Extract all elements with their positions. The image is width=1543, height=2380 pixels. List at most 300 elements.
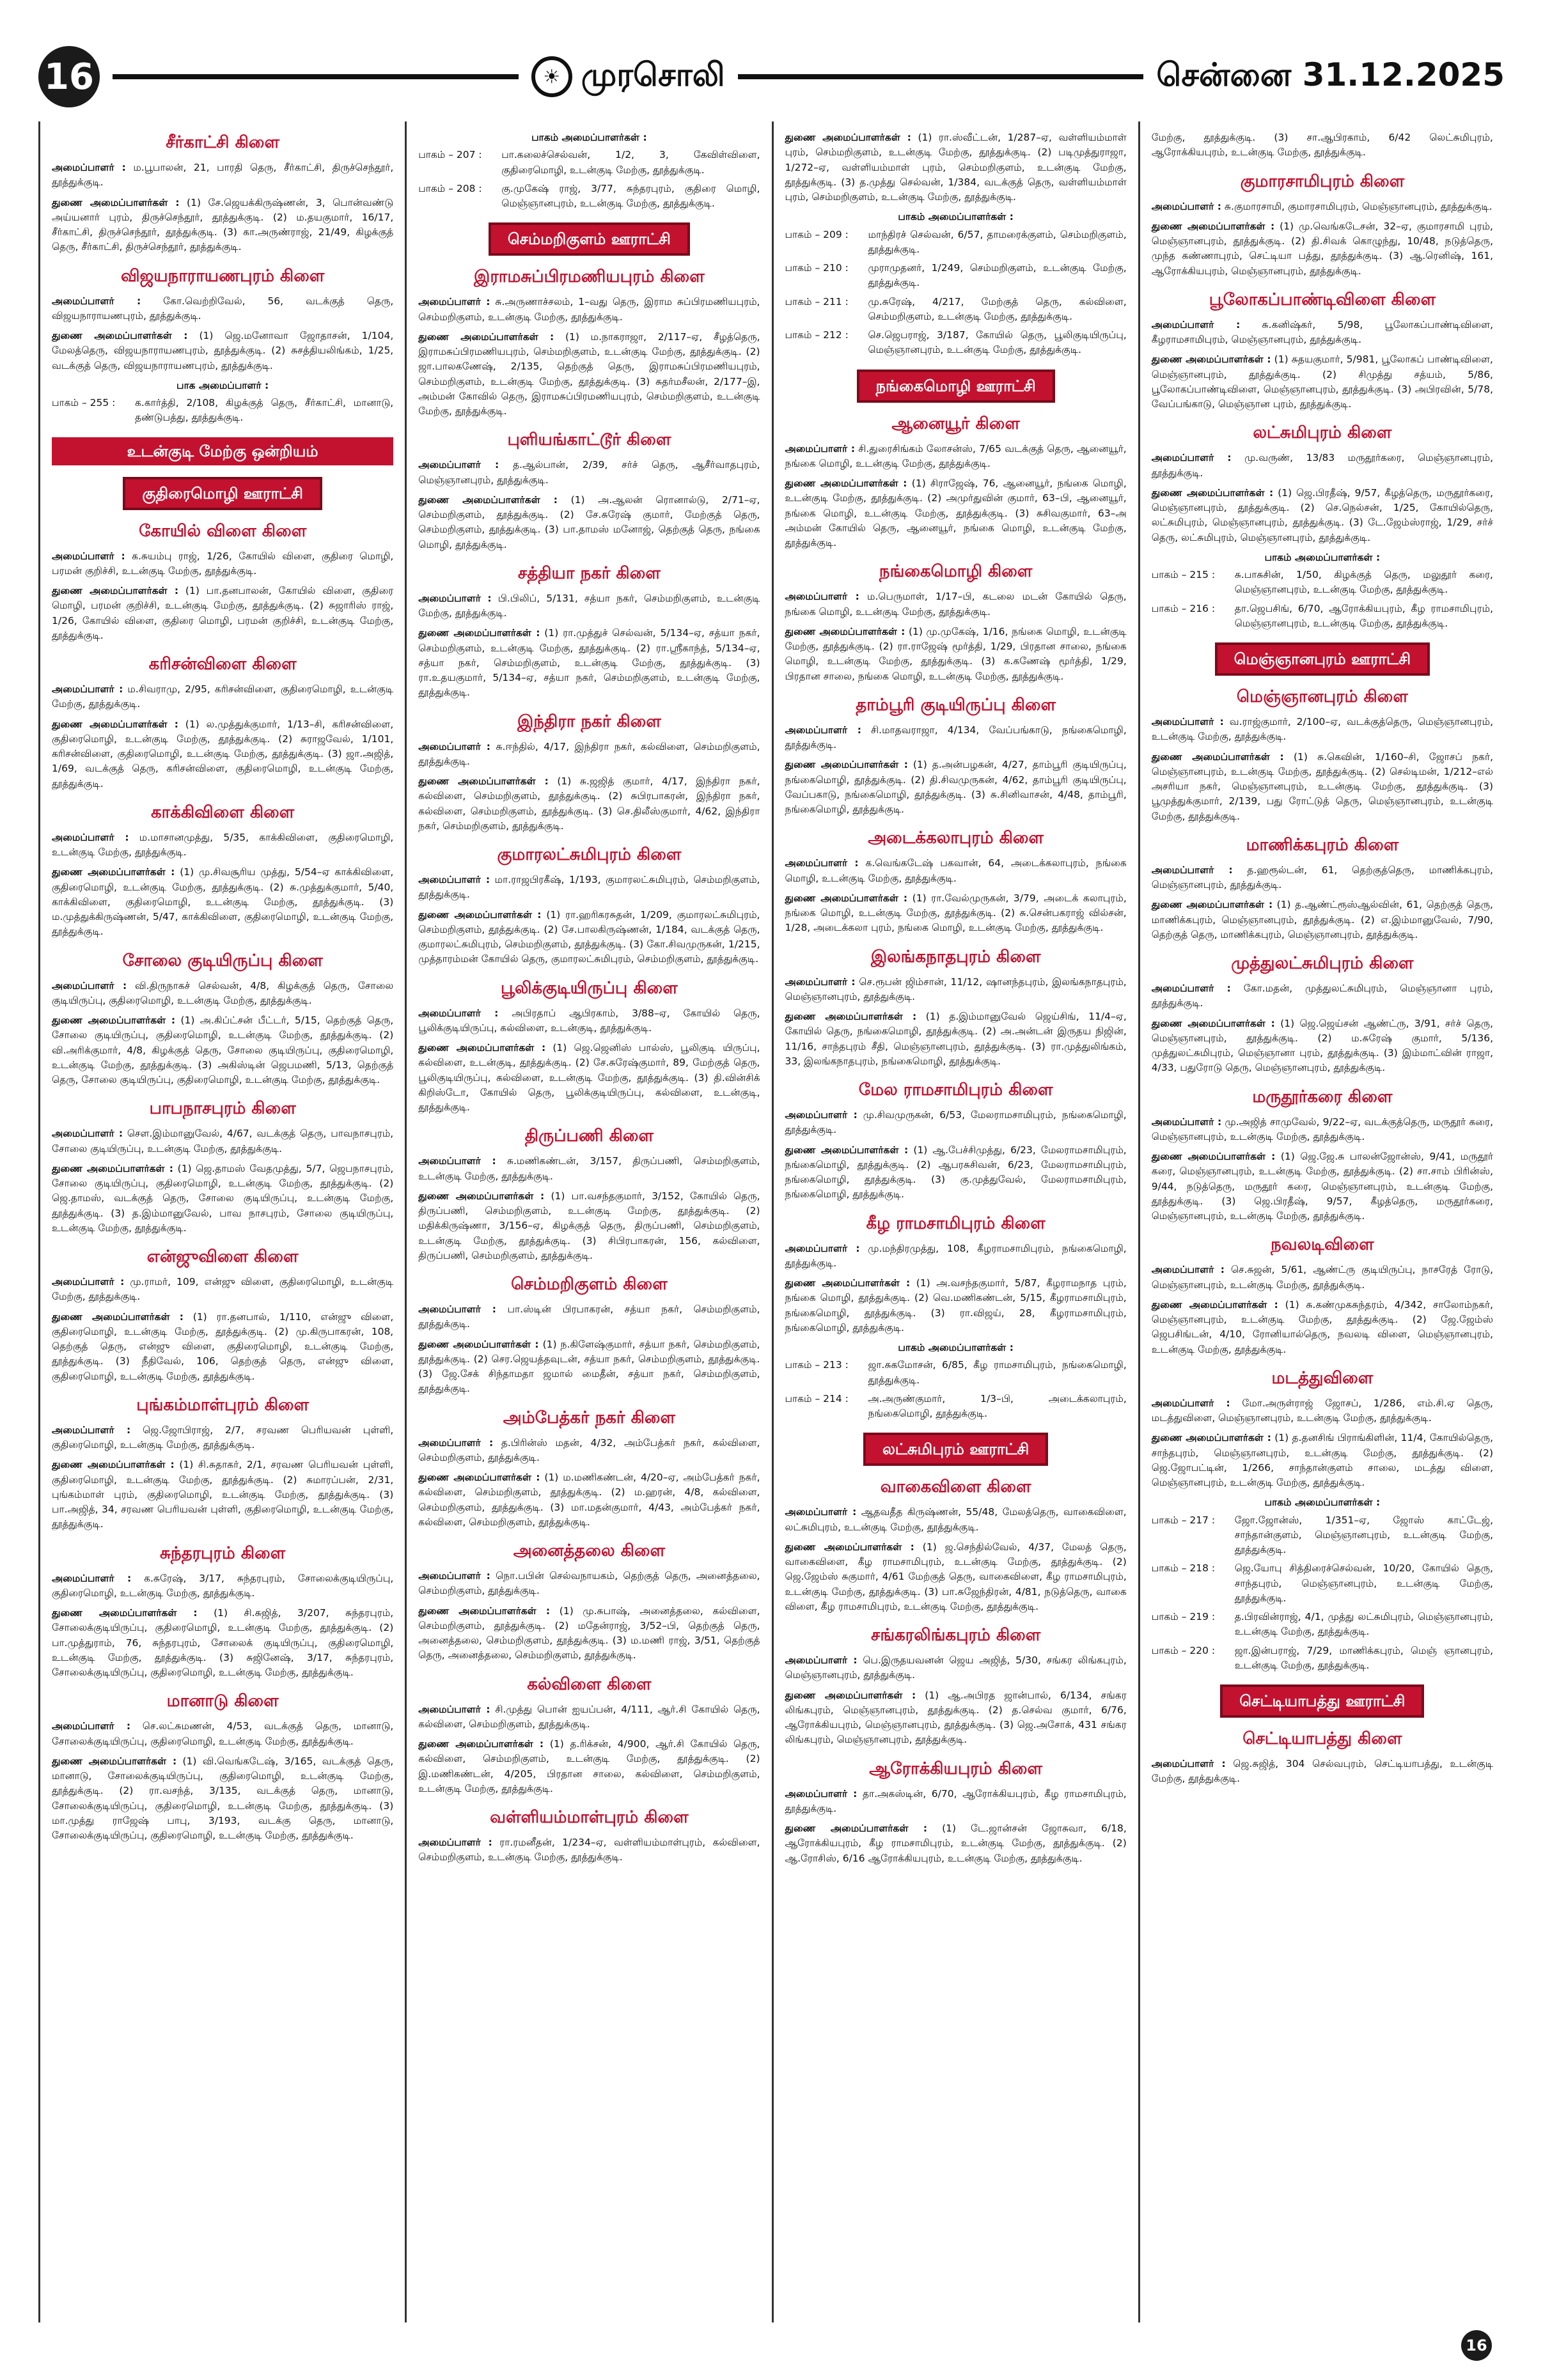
member-entry	[418, 591, 760, 621]
branch-section	[1152, 1233, 1493, 1357]
role-label: துணை அமைப்பாளர்கள் :	[52, 196, 180, 208]
member-details: சௌ.இம்மானுவேல், 4/67, வடக்குத் தெரு, பாவநாசபுரம், சோலை குடியிருப்பு, உடன்குடி மேற்கு, தூத்துக்குடி.	[52, 1128, 394, 1155]
part-details: தா.ஜெபசிங், 6/70, ஆரோக்கியபுரம், கீழ ராமசாமிபுரம், மெஞ்ஞானபுரம், உடன்குடி மேற்கு, தூத்துக்குடி.	[1234, 602, 1493, 629]
member-details: (1) அ.ஆலன் ரொனால்டு, 2/71–ஏ, செம்மறிகுளம், தூத்துக்குடி. (2) சே.சுரேஷ் குமார், மேற்குத் தெரு, செம்மறிகுளம், தூத்துக்குடி. (3) பா.தாமஸ் மனோஜ், தெற்குத் தெரு, நங்கை மொழி, தூத்துக்குடி.	[418, 494, 760, 550]
member-details: (1) மு.சிவசூரிய முத்து, 5/54–ஏ காக்கிவிளை, குதிரைமொழி, உடன்குடி மேற்கு, தூத்துக்குடி. (2) சு.முத்துக்குமார், 5/40, காக்கிவிளை, குதிரைமொழி, உடன்குடி மேற்கு, தூத்துக்குடி. (3) ம.முத்துக்கிருஷ்ணன், 5/47, காக்கிவிளை, குதிரைமொழி, உடன்குடி மேற்கு, தூத்துக்குடி.	[52, 866, 394, 938]
member-entry	[785, 1653, 1127, 1683]
member-details: (1) த.ஆண்ட்ரூஸ்ஆல்வின், 61, தெற்குத் தெரு, மாணிக்கபுரம், மெஞ்ஞானபுரம், தூத்துக்குடி. (2) எ.இம்மானுவேல், 7/90, தெற்குத் தெரு, மாணிக்கபுரம், மெஞ்ஞானபுரம், தூத்துக்குடி.	[1151, 899, 1493, 940]
branch-title: இந்திரா நகர் கிளை	[517, 712, 661, 731]
member-details: ம.பெருமாள், 1/17–பி, கடலை மடன் கோயில் தெரு, நங்கை மொழி, உடன்குடி மேற்கு, தூத்துக்குடி.	[785, 591, 1127, 618]
role-label: துணை அமைப்பாளர்கள் :	[52, 330, 188, 341]
member-details: (1) பா.வசந்தகுமார், 3/152, கோயில் தெரு, திருப்பணி, செம்மறிகுளம், உடன்குடி மேற்கு, தூத்துக்குடி. (2) மதிக்கிருஷ்ணா, 3/156–ஏ, கிழக்குத் தெரு, திருப்பணி, செம்மறிகுளம், உடன்குடி மேற்கு, தூத்துக்குடி. (3) சிபிரபாகரன், 156, கல்விளை, திருப்பணி, செம்மறிகுளம், தூத்துக்குடி.	[418, 1190, 760, 1261]
city-date: சென்னை 31.12.2025	[1156, 56, 1505, 93]
branch-section	[785, 1211, 1127, 1422]
role-label: துணை அமைப்பாளர்கள் :	[52, 585, 179, 596]
role-label: துணை அமைப்பாளர்கள் :	[52, 1607, 198, 1619]
member-entry	[418, 493, 760, 552]
branch-title: ஆனையூர் கிளை	[891, 414, 1020, 433]
role-label: துணை அமைப்பாளர்கள் :	[418, 1472, 540, 1483]
member-entry	[418, 1604, 760, 1663]
member-entry	[785, 1505, 1127, 1535]
member-entry	[785, 723, 1127, 753]
branch-title: ஆரோக்கியபுரம் கிளை	[869, 1759, 1042, 1778]
part-label: பாகம் – 210 :	[785, 262, 849, 274]
member-details: (1) மு.முகேஷ், 1/16, நங்கை மொழி, உடன்குடி மேற்கு, தூத்துக்குடி. (2) ரா.ராஜேஷ் மூர்த்தி, 1/29, பிரதான சாலை, நங்கை மொழி, உடன்குடி மேற்கு, தூத்துக்குடி. (3) க.கணேஷ் மூர்த்தி, 1/29, பிரதான சாலை, நங்கை மொழி, உடன்குடி மேற்கு, தூத்துக்குடி.	[785, 625, 1127, 682]
role-label: துணை அமைப்பாளர்கள் :	[1151, 486, 1274, 499]
branch-title: விஜயநாராயணபுரம் கிளை	[120, 266, 325, 286]
role-label: துணை அமைப்பாளர்கள் :	[785, 759, 908, 771]
role-label: அமைப்பாளர் :	[1151, 452, 1232, 464]
member-entry	[418, 740, 760, 770]
member-details: (1) ந.கிளேஷ்குமார், சத்யா நகர், செம்மறிகுளம், தூத்துக்குடி. (2) செர.ஜெயத்தவுடன், சத்யா நகர், செம்மறிகுளம், தூத்துக்குடி. (3) ஜே.சேக் சிந்தாமதா ஜமால் மைதீன், சத்யா நகர், செம்மறிகுளம், தூத்துக்குடி.	[418, 1338, 760, 1395]
branch-section	[418, 710, 760, 834]
member-entry	[785, 758, 1127, 817]
part-row	[1152, 1610, 1493, 1640]
member-details: (1) டே.ஜான்சன் ஜோசுவா, 6/18, ஆரோக்கியபுரம், கீழ ராமசாமிபுரம், உடன்குடி மேற்கு, தூத்துக்குடி. (2) ஆ.ரோசிஸ், 6/16 ஆரோக்கியபுரம், உடன்குடி மேற்கு, தூத்துக்குடி.	[785, 1823, 1127, 1864]
section-banner	[52, 477, 393, 510]
role-label: அமைப்பாளர் :	[785, 1506, 857, 1518]
role-label: அமைப்பாளர் :	[52, 683, 123, 695]
part-details: மு.சுரேஷ், 4/217, மேற்குத் தெரு, கல்விளை, செம்மறிகுளம், உடன்குடி மேற்கு, தூத்துக்குடி.	[868, 295, 1127, 322]
branch-section	[418, 265, 760, 419]
member-entry	[1152, 981, 1493, 1011]
member-details: க.சுரேஷ், 3/17, சுந்தரபுரம், சோலைக்குடியிருப்பு, குதிரைமொழி, உடன்குடி மேற்கு, தூத்துக்குடி.	[52, 1572, 394, 1599]
member-details: பி.பிலிப், 5/131, சத்யா நகர், செம்மறிகுளம், உடன்குடி மேற்கு, தூத்துக்குடி.	[418, 592, 760, 619]
member-entry	[1152, 486, 1493, 545]
role-label: அமைப்பாளர் :	[418, 459, 499, 471]
branch-section	[52, 1393, 393, 1532]
member-entry	[52, 1013, 393, 1087]
member-details: ஜெ.சுஜித், 304 செல்வபுரம், செட்டியாபத்து, உடன்குடி மேற்கு, தூத்துக்குடி.	[1151, 1758, 1493, 1785]
member-details: (1) ம.நாகராஜா, 2/117–ஏ, சீழத்தெரு, இராமசுப்பிரமணியபுரம், செம்மறிகுளம், உடன்குடி மேற்கு, தூத்துக்குடி. (2) ஜா.பாலகணேஷ், 2/135, தெற்குத் தெரு, இராமசுப்பிரமணியபுரம், செம்மறிகுளம், உடன்குடி மேற்கு, தூத்துக்குடி. (3) சுதர்மசீலன், 2/177–இ, அம்மன் கோவில் தெரு, இராமசுப்பிரமணியபுரம், செம்மறிகுளம், உடன்குடி மேற்கு, தூத்துக்குடி.	[418, 331, 760, 417]
branch-title: குமாரலட்சுமிபுரம் கிளை	[497, 845, 682, 864]
role-label: அமைப்பாளர் :	[418, 1837, 492, 1848]
role-label: அமைப்பாளர் :	[1151, 318, 1241, 331]
newspaper-name: முரசொலி	[581, 56, 725, 93]
member-entry	[785, 975, 1127, 1005]
branch-title: செம்மறிகுளம் கிளை	[511, 1275, 668, 1294]
member-entry	[1152, 451, 1493, 481]
member-details: சி.மாதவராஜா, 4/134, வேப்பங்காடு, நங்கைமொழி, தூத்துக்குடி.	[785, 724, 1127, 751]
role-label: துணை அமைப்பாளர்கள் :	[52, 1015, 176, 1026]
branch-title: மானாடு கிளை	[166, 1692, 279, 1711]
branch-section	[785, 1475, 1127, 1614]
role-label: அமைப்பாளர் :	[52, 550, 125, 562]
part-label: பாகம் – 209 :	[785, 228, 849, 240]
branch-title: முத்துலட்சுமிபுரம் கிளை	[1231, 954, 1414, 973]
part-row	[418, 148, 760, 178]
part-details: செ.ஜெபராஜ், 3/187, கோயில் தெரு, பூலிகுடியிருப்பு, மெஞ்ஞானபுரம், உடன்குடி மேற்கு, தூத்துக்குடி.	[868, 329, 1127, 356]
branch-title: வள்ளியம்மாள்புரம் கிளை	[490, 1808, 689, 1827]
part-row	[52, 396, 393, 426]
role-label: அமைப்பாளர் :	[1151, 200, 1221, 212]
part-row	[785, 228, 1127, 258]
member-entry	[1152, 1016, 1493, 1076]
branch-section	[785, 1623, 1127, 1748]
part-details: ஜா.சுகமோசன், 6/85, கீழ ராமசாமிபுரம், நங்கைமொழி, தூத்துக்குடி.	[868, 1359, 1127, 1386]
member-entry	[52, 830, 393, 860]
member-entry	[52, 329, 393, 373]
member-details: (1) த.அன்பழகன், 4/27, தாம்பூரி குடியிருப்பு, நங்கைமொழி, தூத்துக்குடி. (2) தி.சிவமுருகன், 4/62, தாம்பூரி குடியிருப்பு, வேப்பகாடு, நங்கைமொழி, தூத்துக்குடி. (3) சு.சினிவாசன், 4/48, தாம்பூரி, நங்கைமொழி, தூத்துக்குடி.	[785, 759, 1127, 815]
part-label: பாகம் – 218 :	[1151, 1562, 1216, 1575]
branch-title: அனைத்தலை கிளை	[513, 1541, 665, 1560]
branch-section	[418, 843, 760, 967]
member-entry	[1152, 1396, 1493, 1426]
article-columns	[38, 121, 1505, 2322]
role-label: துணை அமைப்பாளர்கள் :	[785, 1277, 911, 1289]
member-details: த.ஹரூல்டன், 61, தெற்குத்தெரு, மாணிக்கபுரம், மெஞ்ஞானபுரம், தூத்துக்குடி.	[1151, 864, 1493, 891]
member-entry	[52, 160, 393, 191]
member-entry	[418, 1041, 760, 1115]
role-label: துணை அமைப்பாளர்கள் :	[1151, 220, 1275, 232]
role-label: அமைப்பாளர் :	[785, 591, 859, 603]
branch-title: லட்சுமிபுரம் கிளை	[1253, 423, 1392, 443]
parts-heading: பாகம் அமைப்பாளர்கள் :	[1264, 1497, 1381, 1509]
member-details: க.சுயம்பு ராஜ், 1/26, கோயில் விளை, குதிரை மொழி, பரமன் குறிச்சி, உடன்குடி மேற்கு, தூத்துக்குடி.	[52, 550, 394, 577]
role-label: அமைப்பாளர் :	[52, 295, 141, 307]
branch-section	[418, 1272, 760, 1397]
role-label: அமைப்பாளர் :	[1151, 716, 1224, 727]
member-entry	[418, 908, 760, 967]
section-banner	[418, 222, 760, 256]
member-entry	[1152, 750, 1493, 824]
role-label: துணை அமைப்பாளர்கள் :	[785, 1689, 916, 1701]
member-entry	[785, 1143, 1127, 1202]
branch-section	[785, 559, 1127, 684]
member-entry	[1152, 219, 1493, 279]
branch-title: அடைக்கலாபுரம் கிளை	[868, 828, 1044, 848]
branch-section	[418, 561, 760, 701]
role-label: துணை அமைப்பாளர்கள் :	[1151, 1432, 1271, 1444]
branch-section	[418, 1406, 760, 1530]
member-entry	[785, 856, 1127, 886]
member-details: வி.திருநாகச் செல்வன், 4/8, கிழக்குத் தெரு, சோலை குடியிருப்பு, குதிரைமொழி, உடன்குடி மேற்கு, தூத்துக்குடி.	[52, 979, 394, 1006]
part-label: பாகம் – 215 :	[1151, 569, 1216, 580]
member-entry	[785, 442, 1127, 472]
member-details: (1) மு.வெங்கடேசன், 32–ஏ, குமாரசாமி புரம், மெஞ்ஞானபுரம், தூத்துக்குடி. (2) தி.சிவக் கொழுந்து, 10/48, நடுத்தெரு, முந்த கண்ணாபுரம், செட்டியா பத்து, தூத்துக்குடி. (3) ஆ.ரெனிஷ், 161, ஆரோக்கியபுரம், மெஞ்ஞானபுரம், தூத்துக்குடி.	[1151, 220, 1493, 277]
part-label: பாகம் – 213 :	[785, 1359, 849, 1371]
part-row	[785, 295, 1127, 325]
member-entry	[52, 1126, 393, 1156]
masthead-rule	[738, 74, 1144, 79]
column	[774, 121, 1140, 2322]
branch-section	[1152, 169, 1493, 279]
section-banner	[785, 369, 1127, 403]
member-entry	[418, 330, 760, 419]
member-details: (1) ஜெ.மனோவா ஜோதாசன், 1/104, மேலத்தெரு, விஜயநாராயணபுரம், தூத்துக்குடி. (2) சுசத்தியலிங்கம், 1/25, வடக்குத் தெரு, விஜயநாராயணபுரம், தூத்துக்குடி.	[52, 330, 394, 371]
member-details: ஜெ.ஜோபிராஜ், 2/7, சரவண பெரியவன் புள்ளி, குதிரைமொழி, உடன்குடி மேற்கு, தூத்துக்குடி.	[52, 1424, 394, 1451]
role-label: அமைப்பாளர் :	[785, 1242, 860, 1254]
member-entry	[418, 1337, 760, 1397]
member-details: (1) ல.முத்துக்குமார், 1/13–சி, கரிசன்விளை, குதிரைமொழி, உடன்குடி மேற்கு, தூத்துக்குடி. (2) சுராஜவேல், 1/101, கரிசன்விளை, குதிரைமொழி, உடன்குடி மேற்கு, தூத்துக்குடி. (3) ஜா.அஜித், 1/69, வடக்குத் தெரு, கரிசன்விளை, குதிரைமொழி, உடன்குடி மேற்கு, தூத்துக்குடி.	[52, 718, 394, 789]
member-details: (1) சி.சுஜித், 3/207, சுந்தரபுரம், சோலைக்குடியிருப்பு, குதிரைமொழி, உடன்குடி மேற்கு, தூத்துக்குடி. (2) பா.முத்துராம், 76, சுந்தரபுரம், சோலைக் குடியிருப்பு, குதிரைமொழி, உடன்குடி மேற்கு, தூத்துக்குடி. (3) சுஜினேஷ், 3/17, சுந்தரபுரம், சோலைக்குடியிருப்பு, குதிரைமொழி, உடன்குடி மேற்கு, தூத்துக்குடி.	[52, 1607, 394, 1678]
member-details: அபிரதாப் ஆபிரகாம், 3/88–ஏ, கோயில் தெரு, பூலிக்குடியிருப்பு, கல்விளை, உடன்குடி, தூத்துக்குடி.	[418, 1007, 760, 1034]
member-entry	[418, 295, 760, 325]
member-details: மு.அஜித் சாமுவேல், 9/22–ஏ, வடக்குத்தெரு, மருதூர் கரை, மெஞ்ஞானபுரம், உடன்குடி மேற்கு, தூத்துக்குடி.	[1151, 1116, 1493, 1142]
member-details: (1) ஜெ.ஜே.சு பாலன்ஜோன்ஸ், 9/41, மருதூர் கரை, மெஞ்ஞானபுரம், உடன்குடி மேற்கு, தூத்துக்குடி. (2) சா.சாம் பிரின்ஸ், 9/44, நடுத்தெரு, மருதூர் கரை, மெஞ்ஞானபுரம், உடன்குடி மேற்கு, தூத்துக்குடி. (3) ஜெ.பிரதீஷ், 9/57, கீழத்தெரு, மருதூர்கரை, மெஞ்ஞானபுரம், உடன்குடி மேற்கு, தூத்துக்குடி.	[1151, 1151, 1493, 1222]
member-entry	[418, 1006, 760, 1036]
role-label: அமைப்பாளர் :	[418, 592, 492, 604]
part-details: ஜெ.யோபு சித்திரைச்செல்வன், 10/20, கோயில் தெரு, சாந்தபுரம், மெஞ்ஞானபுரம், உடன்குடி மேற்கு, தூத்துக்குடி.	[1234, 1562, 1493, 1604]
role-label: துணை அமைப்பாளர்கள் :	[52, 866, 175, 878]
branch-title: சோலை குடியிருப்பு கிளை	[122, 951, 323, 970]
part-label: பாகம் – 208 :	[418, 182, 482, 194]
branch-section	[418, 428, 760, 552]
role-label: துணை அமைப்பாளர்கள் :	[785, 892, 908, 904]
role-label: அமைப்பாளர் :	[785, 976, 856, 988]
part-row	[1152, 1561, 1493, 1606]
branch-section	[418, 1539, 760, 1663]
member-entry	[52, 1458, 393, 1532]
member-entry	[418, 873, 760, 903]
member-entry	[418, 458, 760, 488]
branch-section	[1152, 1727, 1493, 1787]
member-entry	[52, 979, 393, 1009]
branch-title: சங்கரலிங்கபுரம் கிளை	[871, 1626, 1041, 1645]
member-details: (1) ம.மணிகண்டன், 4/20–ஏ, அம்பேத்கர் நகர், கல்விளை, செம்மறிகுளம், தூத்துக்குடி. (2) ம.ஹரன், 4/8, கல்விளை, செம்மறிகுளம், தூத்துக்குடி. (3) மா.மதன்குமார், 4/43, அம்பேத்கர் நகர், கல்விளை, செம்மறிகுளம், தூத்துக்குடி.	[418, 1472, 760, 1528]
member-details: செ.சுஜன், 5/61, ஆண்ட்ரு குடியிருப்பு, நாசரேத் ரோடு, மெஞ்ஞானபுரம், உடன்குடி மேற்கு, தூத்துக்குடி.	[1151, 1264, 1493, 1291]
part-row	[785, 328, 1127, 358]
member-details: (1) அ.வசந்தகுமார், 5/87, கீழராமநாத புரம், நங்கை மொழி, தூத்துக்குடி. (2) வெ.மணிகண்டன், 5/15, கீழராமசாமிபுரம், நங்கைமொழி, தூத்துக்குடி. (3) ரா.விஜய், 28, கீழராமசாமிபுரம், நங்கைமொழி, தூத்துக்குடி.	[785, 1277, 1127, 1334]
branch-section	[418, 1805, 760, 1865]
member-entry	[785, 476, 1127, 550]
role-label: துணை அமைப்பாளர்கள் :	[52, 718, 178, 730]
part-row	[1152, 1644, 1493, 1674]
branch-section	[52, 800, 393, 940]
member-entry	[418, 1569, 760, 1599]
branch-title: கீழ ராமசாமிபுரம் கிளை	[866, 1213, 1046, 1233]
role-label: துணை அமைப்பாளர்கள் :	[52, 1162, 173, 1174]
newspaper-logo	[531, 56, 725, 98]
member-details: த.பிரின்ஸ் மதன், 4/32, அம்பேத்கர் நகர், கல்விளை, செம்மறிகுளம், தூத்துக்குடி.	[418, 1436, 760, 1463]
member-entry	[1152, 1757, 1493, 1787]
footer-page-number: 16	[1461, 2330, 1492, 2361]
role-label: துணை அமைப்பாளர்கள் :	[1151, 899, 1273, 911]
part-label: பாகம் – 220 :	[1151, 1644, 1216, 1656]
column	[38, 121, 407, 2322]
part-label: பாகம் – 255 :	[52, 397, 116, 408]
part-label: பாகம் – 214 :	[785, 1392, 849, 1404]
member-details: மு.மந்திரமுத்து, 108, கீழராமசாமிபுரம், நங்கைமொழி, தூத்துக்குடி.	[785, 1242, 1127, 1269]
member-details: ஆதவதீத கிருஷ்ணன், 55/48, மேலத்தெரு, வாகைவிளை, லட்சுமிபுரம், உடன்குடி மேற்கு, தூத்துக்குடி.	[785, 1506, 1127, 1533]
masthead-rule	[113, 74, 519, 79]
role-label: துணை அமைப்பாளர்கள் :	[1151, 1151, 1276, 1162]
role-label: துணை அமைப்பாளர்கள் :	[785, 1011, 917, 1022]
branch-section	[418, 130, 760, 211]
member-details: (1) வி.வெங்கடேஷ், 3/165, வடக்குத் தெரு, மானாடு, சோலைக்குடியிருப்பு, குதிரைமொழி, உடன்குடி மேற்கு, தூத்துக்குடி. (2) ரா.வசந்த், 3/135, வடக்குத் தெரு, மானாடு, சோலைக்குடியிருப்பு, குதிரைமொழி, உடன்குடி மேற்கு, தூத்துக்குடி. (3) மா.முத்து ராஜேஷ் பாபு, 3/193, வடக்கு தெரு, மானாடு, சோலைக்குடியிருப்பு, குதிரைமொழி, உடன்குடி மேற்கு, தூத்துக்குடி.	[52, 1755, 394, 1841]
part-row	[1152, 602, 1493, 632]
member-details: ம.பூபாலன், 21, பாரதி தெரு, சீர்காட்சி, திருச்செந்தூர், தூத்துக்குடி.	[52, 162, 394, 189]
role-label: துணை அமைப்பாளர்கள் :	[1151, 1298, 1278, 1311]
part-details: அ.அருண்குமார், 1/3–பி, அடைக்கலாபுரம், நங்கைமொழி, தூத்துக்குடி.	[868, 1392, 1127, 1419]
section-banner	[1152, 1684, 1493, 1718]
page-number-badge: 16	[38, 46, 100, 107]
member-details: வ.ராஜ்குமார், 2/100–ஏ, வடக்குத்தெரு, மெஞ்ஞானபுரம், உடன்குடி மேற்கு, தூத்துக்குடி.	[1151, 716, 1493, 743]
role-label: துணை அமைப்பாளர்கள் :	[418, 331, 554, 343]
role-label: அமைப்பாளர் :	[52, 162, 126, 173]
branch-section	[52, 1541, 393, 1681]
role-label: அமைப்பாளர் :	[52, 1572, 132, 1584]
parts-heading: பாகம் அமைப்பாளர்கள் :	[531, 132, 647, 143]
member-details: (1) சுதயகுமார், 5/981, பூலோகப் பாண்டிவிளை, மெஞ்ஞானபுரம், தூத்துக்குடி. (2) சிமுத்து சத்யம், 5/86, பூலோகப்பாண்டிவிளை, மெஞ்ஞானபுரம், தூத்துக்குடி. (3) அபிரவின், 5/78, வேப்பங்காடு, மெஞ்ஞான புரம், தூத்துக்குடி.	[1151, 354, 1493, 410]
member-details: (1) த.தனசிங் பிராங்கிளின், 11/4, கோயில்தெரு, சாந்தபுரம், மெஞ்ஞானபுரம், உடன்குடி மேற்கு, தூத்துக்குடி. (2) ஜெ.ஜோபட்டின், 1/266, சாந்தான்குளம் சாலை, மடத்து விளை, மெஞ்ஞானபுரம், உடன்குடி மேற்கு, தூத்துக்குடி.	[1151, 1432, 1493, 1488]
branch-section	[52, 130, 393, 255]
part-label: பாகம் – 211 :	[785, 295, 849, 307]
member-details: கோ.மதன், முத்துலட்சுமிபுரம், மெஞ்ஞானா புரம், தூத்துக்குடி.	[1151, 983, 1493, 1009]
member-entry	[52, 1310, 393, 1384]
member-entry	[785, 1276, 1127, 1335]
part-row	[1152, 568, 1493, 598]
branch-section	[52, 1245, 393, 1384]
branch-title: மருதூர்கரை கிளை	[1252, 1087, 1393, 1107]
branch-title: பூலிக்குடியிருப்பு கிளை	[501, 978, 678, 998]
part-details: த.பிரவின்ராஜ், 4/1, முத்து லட்சுமிபுரம், மெஞ்ஞானபுரம், உடன்குடி மேற்கு, தூத்துக்குடி.	[1234, 1611, 1493, 1638]
role-label: அமைப்பாளர் :	[785, 1654, 858, 1666]
member-entry	[52, 1606, 393, 1680]
role-label: துணை அமைப்பாளர்கள் :	[418, 1738, 544, 1750]
branch-section	[785, 412, 1127, 551]
part-row	[1152, 1513, 1493, 1558]
branch-title: அம்பேத்கர் நகர் கிளை	[503, 1408, 675, 1427]
member-details: (1) அ.கிப்ட்சன் பீட்டர், 5/15, தெற்குத் தெரு, சோலை குடியிருப்பு, குதிரைமொழி, உடன்குடி மேற்கு, தூத்துக்குடி. (2) வி.அரிக்குமார், 4/8, கிழக்குத் தெரு, சோலை குடியிருப்பு, குதிரைமொழி, உடன்குடி மேற்கு, தூத்துக்குடி. (3) அகிஸ்டின் ஜெபமணி, 5/13, தெற்குத் தெரு, சோலை குடியிருப்பு, குதிரைமொழி, உடன்குடி மேற்கு, தூத்துக்குடி.	[52, 1015, 394, 1085]
role-label: அமைப்பாளர் :	[785, 442, 856, 455]
role-label: அமைப்பாளர் :	[418, 874, 490, 885]
branch-title: தாம்பூரி குடியிருப்பு கிளை	[856, 695, 1056, 715]
role-label: துணை அமைப்பாளர்கள் :	[785, 1541, 914, 1553]
member-entry	[52, 1423, 393, 1453]
member-details: செ.லட்சுமணன், 4/53, வடக்குத் தெரு, மானாடு, சோலைக்குடியிருப்பு, குதிரைமொழி, உடன்குடி மேற்கு, தூத்துக்குடி.	[52, 1720, 394, 1747]
member-details: சு.ஈந்தில், 4/17, இந்திரா நகர், கல்விளை, செம்மறிகுளம், தூத்துக்குடி.	[418, 740, 760, 767]
banner-label: செட்டியாபத்து ஊராட்சி	[1220, 1684, 1424, 1718]
branch-section	[785, 693, 1127, 818]
member-entry	[52, 717, 393, 791]
role-label: துணை அமைப்பாளர்கள் :	[418, 627, 540, 639]
part-details: கு.முகேஷ் ராஜ், 3/77, சுந்தரபுரம், குதிரை மொழி, மெஞ்ஞானபுரம், உடன்குடி மேற்கு, தூத்துக்குடி.	[501, 182, 760, 209]
parts-heading: பாகம் அமைப்பாளர்கள் :	[898, 1342, 1014, 1353]
banner-label: செம்மறிகுளம் ஊராட்சி	[489, 222, 690, 256]
member-details: (1) ஜெ.ஜெய்சன் ஆண்ட்ரு, 3/91, சர்ச் தெரு, மெஞ்ஞானபுரம், தூத்துக்குடி. (2) ம.சுரேஷ் குமார், 5/136, முத்துலட்சுமிபுரம், மெஞ்ஞானா புரம், தூத்துக்குடி. (3) இம்மாட்வின் ராஜா, 4/33, பதுரோடு தெரு, மெஞ்ஞானபுரம், தூத்துக்குடி.	[1151, 1017, 1493, 1074]
role-label: துணை அமைப்பாளர்கள் :	[418, 1605, 551, 1617]
member-entry	[785, 1108, 1127, 1138]
masthead	[38, 38, 1505, 115]
role-label: துணை அமைப்பாளர்கள் :	[418, 908, 542, 921]
role-label: துணை அமைப்பாளர்கள் :	[785, 1823, 928, 1834]
member-entry	[785, 891, 1127, 936]
member-details: தா.அகஸ்டின், 6/70, ஆரோக்கியபுரம், கீழ ராமசாமிபுரம், தூத்துக்குடி.	[785, 1787, 1127, 1814]
role-label: அமைப்பாளர் :	[1151, 1116, 1222, 1128]
member-details: (1) ஆ.அபிரத ஜான்பால், 6/134, சங்கர லிங்கபுரம், மெஞ்ஞானபுரம், தூத்துக்குடி. (2) த.செல்வ குமார், 6/76, ஆரோக்கியபுரம், மெஞ்ஞானபுரம், தூத்துக்குடி. (3) ஜெ.அசோக், 431 சங்கர லிங்கபுரம், மெஞ்ஞானபுரம், தூத்துக்குடி.	[785, 1689, 1127, 1746]
role-label: அமைப்பாளர் :	[52, 831, 129, 843]
member-entry	[785, 1241, 1127, 1272]
member-details: (1) மு.சுபாஷ், அனைத்தலை, கல்விளை, செம்மறிகுளம், தூத்துக்குடி. (2) மதேன்ராஜ், 3/52–பி, தெற்குத் தெரு, அனைத்தலை, செம்மறிகுளம், தூத்துக்குடி. (3) ம.மணி ராஜ், 3/51, தெற்குத் தெரு, அனைத்தலை, செம்மறிகுளம், தூத்துக்குடி.	[418, 1605, 760, 1661]
banner-label: குதிரைமொழி ஊராட்சி	[123, 477, 322, 510]
role-label: துணை அமைப்பாளர்கள் :	[1151, 1017, 1275, 1029]
member-details: சு.மணிகண்டன், 3/157, திருப்பணி, செம்மறிகுளம், உடன்குடி மேற்கு, தூத்துக்குடி.	[418, 1155, 760, 1182]
branch-title: காக்கிவிளை கிளை	[151, 802, 295, 822]
part-label: பாகம் – 216 :	[1151, 602, 1216, 614]
branch-section	[52, 1689, 393, 1843]
branch-title: வாகைவிளை கிளை	[880, 1477, 1031, 1497]
member-details: (1) சு.கெவின், 1/160–சி, ஜோசப் நகர், மெஞ்ஞானபுரம், உடன்குடி மேற்கு, தூத்துக்குடி. (2) செல்டிமன், 1/212–எல் அசரியா நகர், மெஞ்ஞானபுரம், உடன்குடி மேற்கு, தூத்துக்குடி. (3) பூமுத்துக்குமார், 2/139, பது ரோட்டுத் தெரு, மெஞ்ஞானபுரம், உடன்குடி மேற்கு, தூத்துக்குடி.	[1151, 751, 1493, 822]
member-details: மேற்கு, தூத்துக்குடி. (3) சா.ஆபிரகாம், 6/42 லெட்சுமிபுரம், ஆரோக்கியபுரம், உடன்குடி மேற்கு, தூத்துக்குடி.	[1151, 132, 1493, 159]
part-row	[785, 1358, 1127, 1388]
member-entry	[1152, 130, 1493, 160]
member-details: சு.கனிஷ்கர், 5/98, பூலோகப்பாண்டிவிளை, கீழராமசாமிபுரம், மெஞ்ஞானபுரம், தூத்துக்குடி.	[1151, 318, 1493, 345]
branch-section	[1152, 951, 1493, 1076]
banner-label: நங்கைமொழி ஊராட்சி	[857, 369, 1055, 403]
branch-section	[418, 976, 760, 1116]
member-entry	[52, 196, 393, 255]
branch-title: பூலோகப்பாண்டிவிளை கிளை	[1209, 290, 1436, 309]
part-label: பாகம் – 217 :	[1151, 1514, 1216, 1526]
role-label: துணை அமைப்பாளர்கள் :	[418, 494, 558, 506]
member-details: ம.மாசானமுத்து, 5/35, காக்கிவிளை, குதிரைமொழி, உடன்குடி மேற்கு, தூத்துக்குடி.	[52, 831, 394, 858]
member-entry	[52, 1754, 393, 1844]
part-row	[785, 1392, 1127, 1422]
member-entry	[785, 1688, 1127, 1748]
part-row	[785, 261, 1127, 291]
section-banner	[1152, 642, 1493, 676]
member-entry	[418, 1189, 760, 1263]
member-entry	[1152, 863, 1493, 893]
branch-section	[1152, 1366, 1493, 1673]
part-details: ஜோ.ஜோன்ஸ், 1/351–ஏ, ஜோஸ் காட்டேஜ், சாந்தான்குளம், மெஞ்ஞானபுரம், உடன்குடி மேற்கு, தூத்துக்குடி.	[1234, 1514, 1493, 1555]
branch-section	[1152, 685, 1493, 824]
member-details: ம.சிவராமு, 2/95, கரிசன்விளை, குதிரைமொழி, உடன்குடி மேற்கு, தூத்துக்குடி.	[52, 683, 394, 710]
part-row	[418, 182, 760, 212]
branch-section	[785, 1078, 1127, 1202]
role-label: அமைப்பாளர் :	[418, 1570, 490, 1582]
branch-section	[52, 652, 393, 791]
branch-section	[1152, 130, 1493, 160]
part-label: பாகம் – 212 :	[785, 329, 849, 341]
branch-title: சுந்தரபுரம் கிளை	[160, 1543, 286, 1563]
member-entry	[418, 1737, 760, 1796]
part-details: க.கார்த்தி, 2/108, கிழக்குத் தெரு, சீர்காட்சி, மானாடு, தண்டுபத்து, தூத்துக்குடி.	[135, 397, 394, 424]
branch-title: திருப்பணி கிளை	[524, 1126, 654, 1146]
branch-title: கல்விளை கிளை	[527, 1674, 652, 1694]
member-entry	[418, 1835, 760, 1865]
member-details: (1) ஜெ.ஜெனிஸ் பால்ஸ், பூலிகுடி யிருப்பு, கல்விளை, உடன்குடி, தூத்துக்குடி. (2) சே.சுரேஷ்குமார், 89, மேற்குத் தெரு, பூலிகுடியிருப்பு, கல்விளை, உடன்குடி மேற்கு, தூத்துக்குடி. (3) தி.வின்சிக் கிறிஸ்டோ, கோயில் தெரு, பூலிக்குடியிருப்பு, கல்விளை, உடன்குடி, தூத்துக்குடி.	[418, 1042, 760, 1113]
role-label: துணை அமைப்பாளர்கள் :	[785, 1144, 909, 1156]
branch-title: கோயில் விளை கிளை	[139, 521, 307, 541]
member-details: (1) சிராஜேஷ், 76, ஆனையூர், நங்கை மொழி, உடன்குடி மேற்கு, தூத்துக்குடி. (2) அமுர்துவின் குமார், 63–பி, ஆனையூர், நங்கை மொழி, உடன்குடி மேற்கு, தூத்துக்குடி. (3) சுசிவகுமார், 63–அ அம்மன் கோயில் தெரு, ஆனையூர், நங்கை மொழி, உடன்குடி மேற்கு, தூத்துக்குடி.	[785, 478, 1127, 548]
role-label: துணை அமைப்பாளர்கள் :	[1151, 751, 1284, 763]
member-entry	[1152, 1263, 1493, 1293]
member-details: பா.ஸ்டின் பிரபாகரன், சத்யா நகர், செம்மறிகுளம், தூத்துக்குடி.	[418, 1303, 760, 1330]
member-details: (1) ரா.தனபால், 1/110, என்ஜு விளை, குதிரைமொழி, உடன்குடி மேற்கு, தூத்துக்குடி. (2) மு.கிருபாகரன், 108, தெற்குத் தெரு, என்ஜு விளை, குதிரைமொழி, உடன்குடி மேற்கு, தூத்துக்குடி. (3) நீதிவேல், 106, தெற்குத் தெரு, என்ஜு விளை, குதிரைமொழி, உடன்குடி மேற்கு, தூத்துக்குடி.	[52, 1311, 394, 1382]
branch-section	[785, 130, 1127, 358]
role-label: அமைப்பாளர் :	[785, 1109, 858, 1121]
section-banner	[785, 1433, 1127, 1466]
member-entry	[1152, 199, 1493, 214]
role-label: துணை அமைப்பாளர்கள் :	[418, 1190, 545, 1202]
member-details: மா.ராஜபிரகீஷ், 1/193, குமாரலட்சுமிபுரம், செம்மறிகுளம், தூத்துக்குடி.	[418, 874, 760, 901]
role-label: அமைப்பாளர் :	[418, 1703, 490, 1715]
member-entry	[1152, 898, 1493, 942]
member-entry	[52, 1571, 393, 1601]
branch-title: கரிசன்விளை கிளை	[148, 655, 297, 674]
member-entry	[52, 1275, 393, 1305]
member-details: மு.ராமர், 109, என்ஜு விளை, குதிரைமொழி, உடன்குடி மேற்கு, தூத்துக்குடி.	[52, 1276, 394, 1303]
parts-heading: பாகம் அமைப்பாளர்கள் :	[1264, 551, 1381, 563]
member-entry	[1152, 352, 1493, 412]
member-details: (1) சே.ஜெயக்கிருஷ்ணன், 3, பொன்வண்டு அய்யனார் புரம், திருச்செந்தூர், தூத்துக்குடி. (2) ம.தயகுமார், 16/17, சீர்காட்சி, திருச்செந்தூர், தூத்துக்குடி. (3) கா.அருண்ராஜ், 21/49, கிழக்குத் தெரு, சீர்காட்சி, திருச்செந்தூர், தூத்துக்குடி.	[52, 196, 394, 253]
member-entry	[418, 1154, 760, 1184]
role-label: அமைப்பாளர் :	[52, 1128, 123, 1140]
banner-label: மெஞ்ஞானபுரம் ஊராட்சி	[1215, 642, 1430, 676]
member-details: (1) சி.சுதாகர், 2/1, சரவண பெரியவன் புள்ளி, குதிரைமொழி, உடன்குடி மேற்கு, தூத்துக்குடி. (2) சுமாரப்பன், 2/31, புங்கம்மாள் புரம், குதிரைமொழி, உடன்குடி மேற்கு, தூத்துக்குடி. (3) பா.அஜித், 34, சரவண பெரியவன் புள்ளி, குதிரைமொழி, உடன்குடி மேற்கு, தூத்துக்குடி.	[52, 1459, 394, 1530]
